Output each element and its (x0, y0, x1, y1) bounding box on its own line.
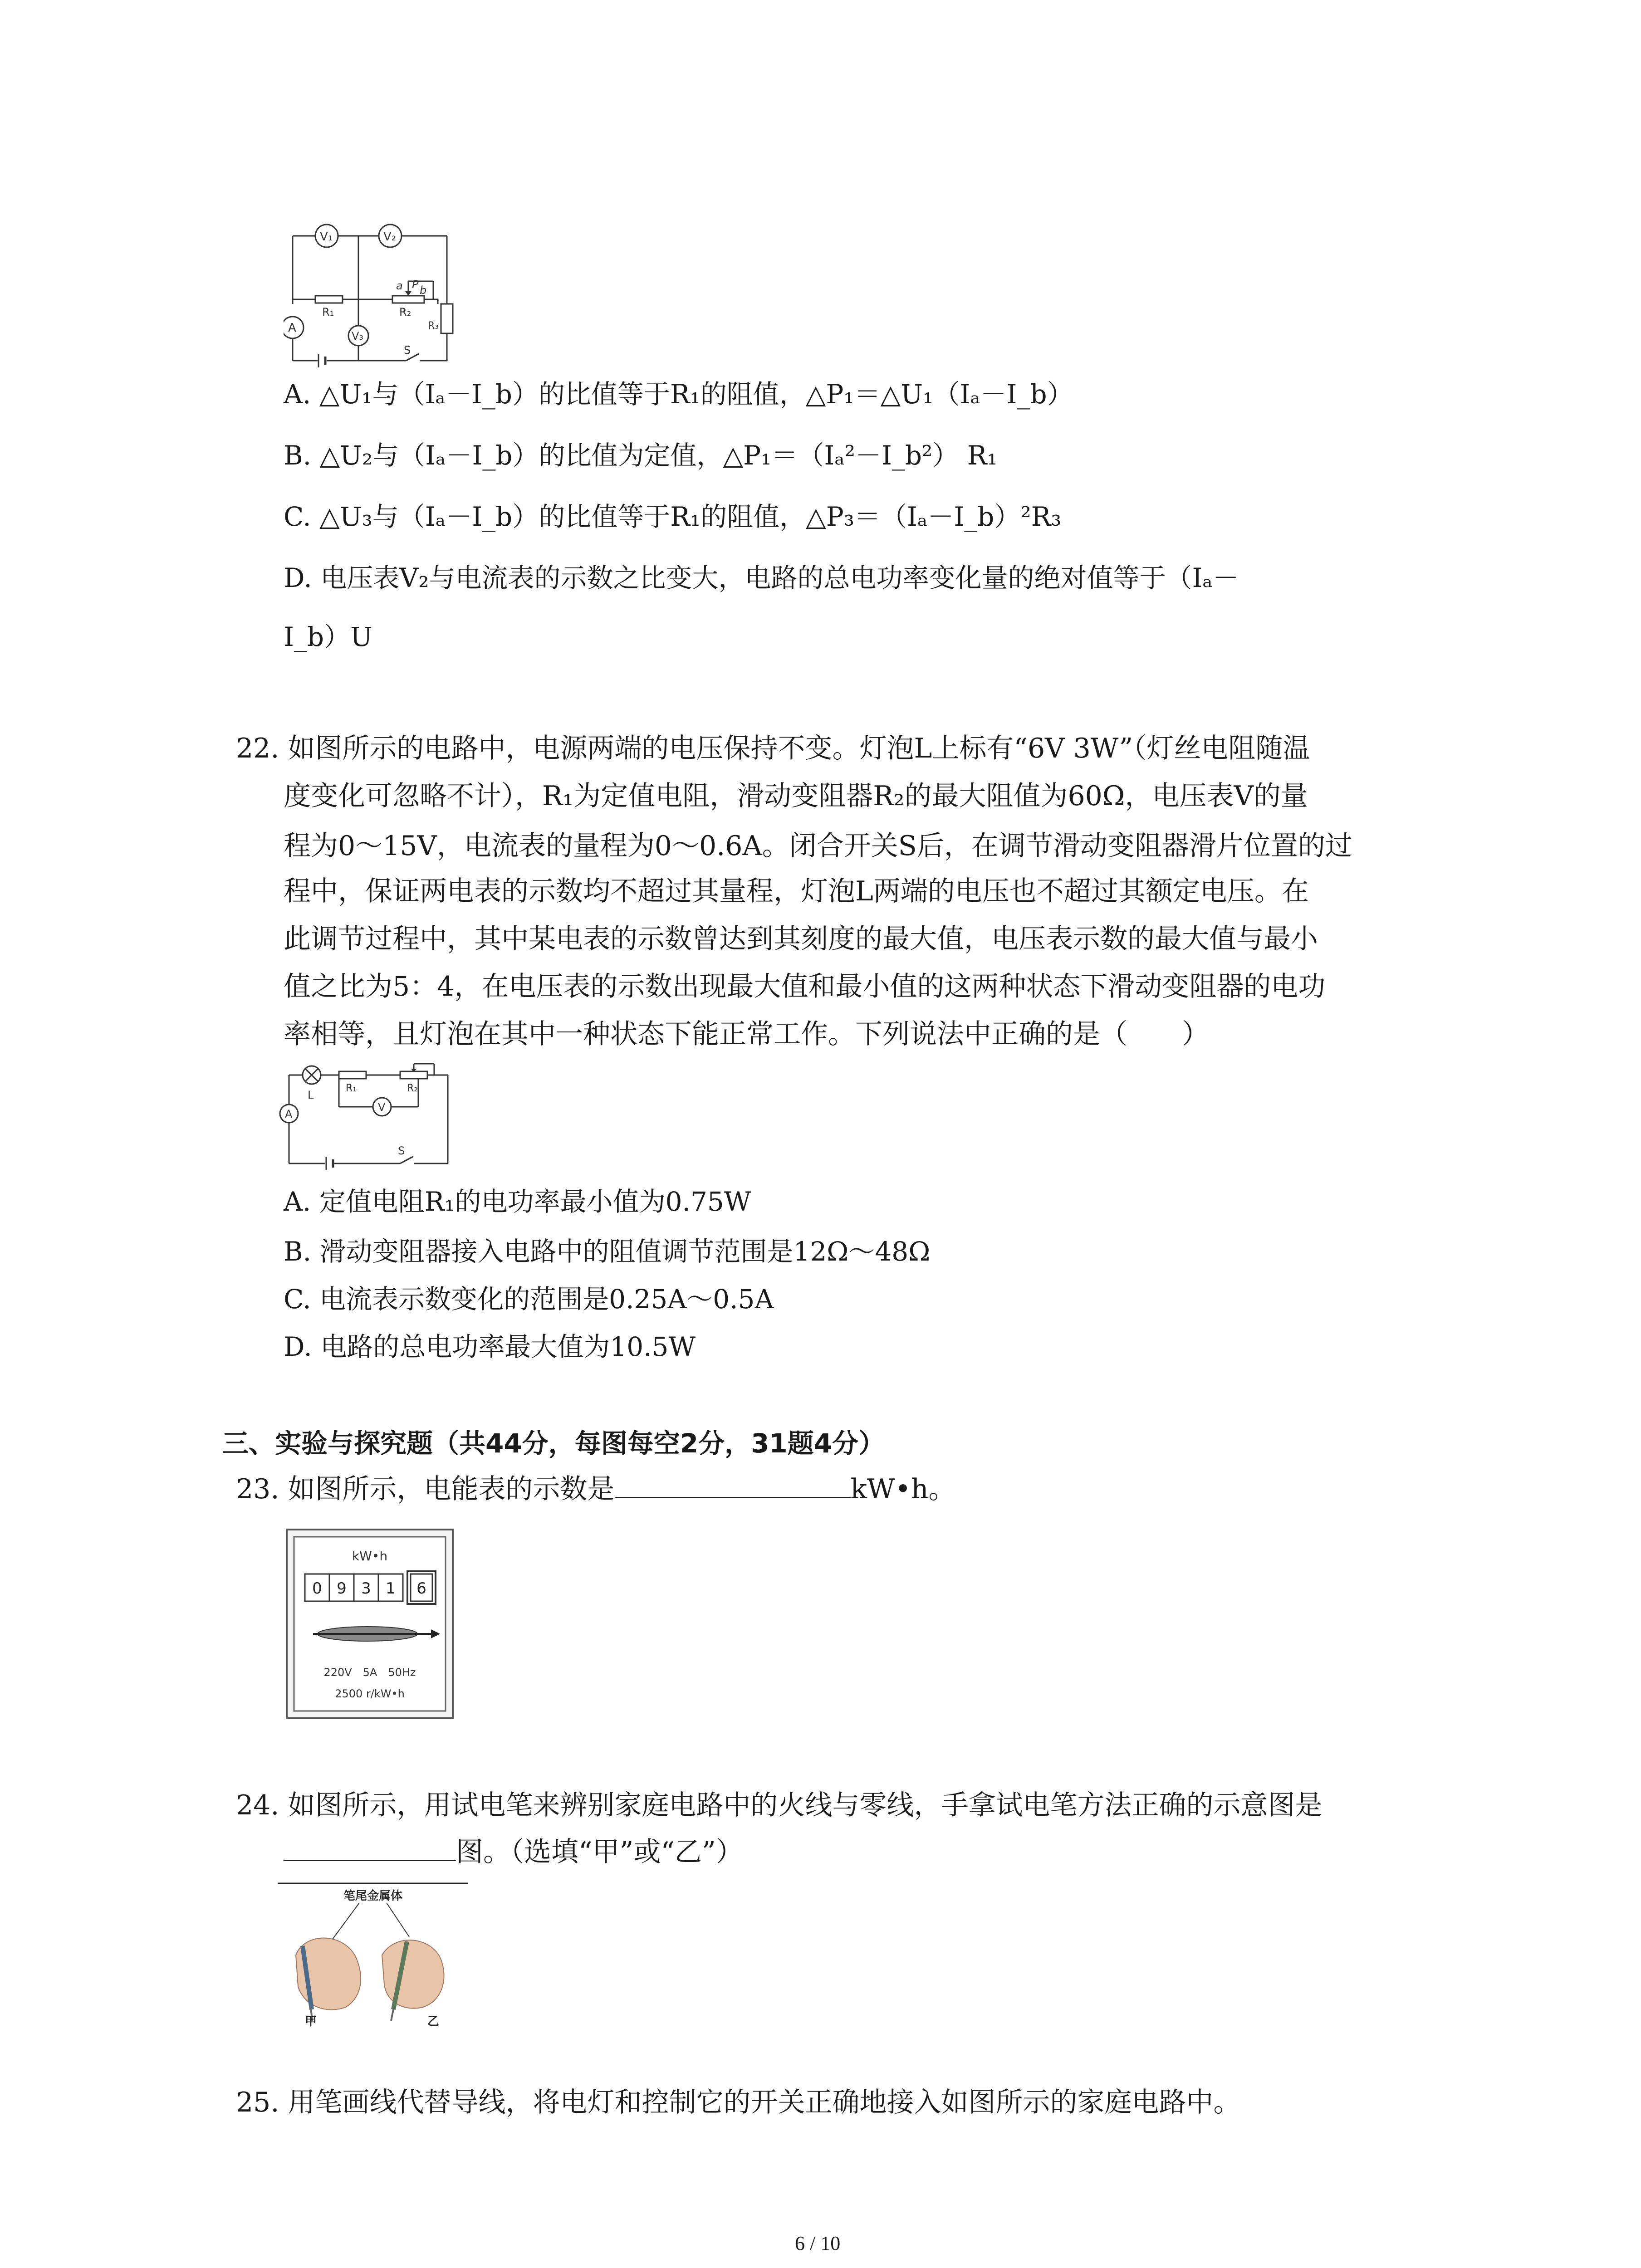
meter-spec-label: 220V 5A 50Hz (323, 1666, 416, 1679)
meter-unit-label: kW•h (352, 1549, 388, 1564)
q22-line-1: 22. 如图所示的电路中，电源两端的电压保持不变。灯泡L上标有“6V 3W”（灯丝电阻随温 (236, 733, 1310, 764)
fig-label-s: S (398, 1144, 405, 1157)
fig-label-r2: R₂ (399, 306, 411, 318)
page-number: 6 / 10 (795, 2232, 841, 2254)
q23-answer-blank[interactable] (615, 1470, 851, 1498)
q22-line-6: 值之比为5：4，在电压表的示数出现最大值和最小值的这两种状态下滑动变阻器的电功 (284, 971, 1326, 1002)
q22-circuit-figure (278, 1061, 459, 1173)
q22-option-b: B. 滑动变阻器接入电路中的阻值调节范围是12Ω～48Ω (284, 1236, 931, 1267)
q22-circuit-diagram (278, 1061, 459, 1173)
q22-line-4: 程中，保证两电表的示数均不超过其量程，灯泡L两端的电压也不超过其额定电压。在 (284, 875, 1309, 907)
pen-tail-metal-label: 笔尾金属体 (343, 1889, 403, 1903)
q24-line-2-text: 图。（选填“甲”或“乙”） (456, 1836, 743, 1868)
meter-digit-1: 0 (312, 1579, 322, 1598)
fig-label-s: S (404, 344, 411, 357)
meter-digit-5: 6 (416, 1579, 426, 1598)
fig-label-r1: R₁ (346, 1083, 357, 1094)
fig-label-v2: V₂ (383, 230, 397, 244)
fig-label-a-end: a (396, 279, 403, 292)
q21-option-b: B. △U₂与（Iₐ－I_b）的比值为定值，△P₁＝（Iₐ²－I_b²） R₁ (284, 440, 998, 471)
q22-option-c: C. 电流表示数变化的范围是0.25A～0.5A (284, 1284, 774, 1315)
meter-constant-label: 2500 r/kW•h (335, 1687, 405, 1700)
label-jia: 甲 (305, 2015, 317, 2028)
q24-line-1: 24. 如图所示，用试电笔来辨别家庭电路中的火线与零线，手拿试电笔方法正确的示意图是 (236, 1789, 1323, 1821)
fig-label-r1: R₁ (322, 306, 334, 318)
fig-label-v1: V₁ (320, 230, 333, 244)
electricity-meter-icon (286, 1529, 454, 1719)
q21-option-c: C. △U₃与（Iₐ－I_b）的比值等于R₁的阻值，△P₃＝（Iₐ－I_b）²R₃ (284, 501, 1062, 532)
q22-line-3: 程为0～15V，电流表的量程为0～0.6A。闭合开关S后，在调节滑动变阻器滑片位置的过 (284, 830, 1352, 862)
section-3-heading: 三、实验与探究题（共44分，每图每空2分，31题4分） (222, 1428, 885, 1459)
fig-label-l: L (308, 1089, 314, 1101)
fig-label-a: A (285, 1108, 293, 1120)
test-pen-illustration (278, 1878, 468, 2028)
fig-label-v3: V₃ (352, 330, 364, 342)
q25-question: 25. 用笔画线代替导线，将电灯和控制它的开关正确地接入如图所示的家庭电路中。 (236, 2087, 1241, 2118)
q21-option-a: A. △U₁与（Iₐ－I_b）的比值等于R₁的阻值，△P₁＝△U₁（Iₐ－I_b） (284, 379, 1073, 410)
q23-suffix: kW•h。 (850, 1473, 956, 1505)
fig-label-b-end: b (420, 284, 427, 297)
q23-question (236, 1470, 956, 1507)
meter-digit-2: 9 (337, 1579, 347, 1598)
q21-circuit-figure (284, 222, 456, 372)
meter-digit-3: 3 (361, 1579, 371, 1598)
q24-line-2 (284, 1833, 743, 1870)
fig-label-p: P (412, 278, 419, 291)
q22-line-2: 度变化可忽略不计），R₁为定值电阻，滑动变阻器R₂的最大阻值为60Ω，电压表V的量 (284, 780, 1308, 812)
q21-circuit-diagram (284, 222, 456, 372)
fig-label-v: V (378, 1101, 386, 1114)
q23-prefix: 23. 如图所示，电能表的示数是 (236, 1473, 615, 1505)
hand-yi-icon (382, 1940, 444, 2021)
fig-label-r3: R₃ (428, 320, 439, 332)
label-yi: 乙 (427, 2015, 440, 2028)
q21-option-d: D. 电压表V₂与电流表的示数之比变大，电路的总电功率变化量的绝对值等于（Iₐ－ (284, 562, 1239, 593)
hand-jia-icon (296, 1938, 361, 2021)
test-pen-figure (278, 1878, 468, 2028)
q24-answer-blank[interactable] (284, 1833, 456, 1861)
fig-label-r2: R₂ (407, 1083, 418, 1094)
electricity-meter-figure (286, 1529, 454, 1719)
q22-option-d: D. 电路的总电功率最大值为10.5W (284, 1331, 696, 1362)
q21-option-d-cont: I_b）U (284, 621, 372, 652)
q22-option-a: A. 定值电阻R₁的电功率最小值为0.75W (284, 1186, 751, 1217)
q22-line-5: 此调节过程中，其中某电表的示数曾达到其刻度的最大值，电压表示数的最大值与最小 (284, 923, 1318, 955)
fig-label-a: A (288, 321, 296, 335)
meter-digit-4: 1 (386, 1579, 396, 1598)
q22-line-7: 率相等，且灯泡在其中一种状态下能正常工作。下列说法中正确的是（ ） (284, 1018, 1209, 1050)
